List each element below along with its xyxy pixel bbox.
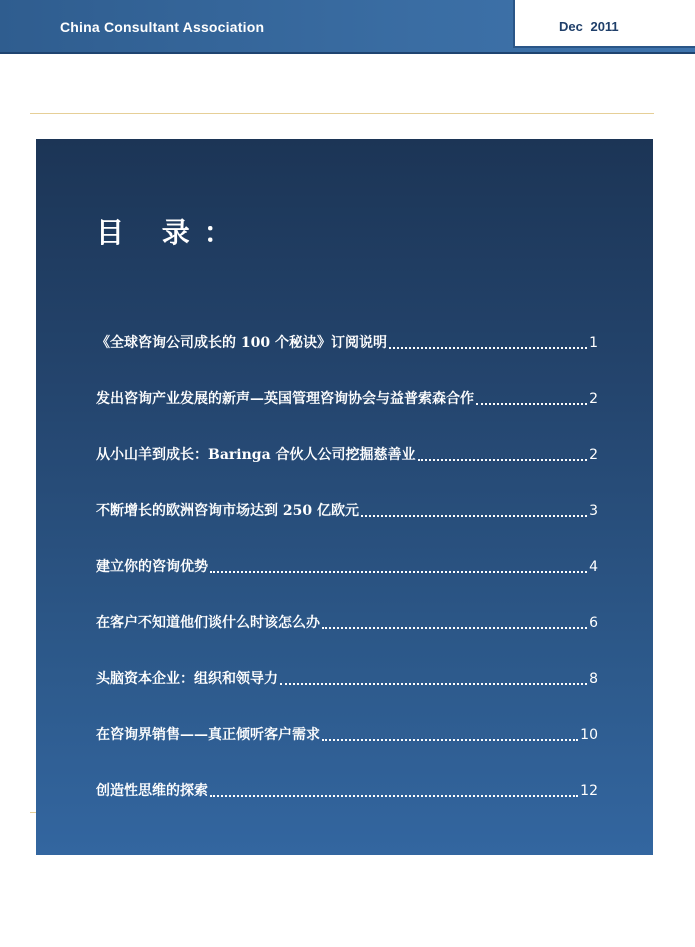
toc-leader-dots [322,627,587,629]
toc-item-title: 头脑资本企业：组织和领导力 [96,671,278,687]
toc-item-title: 发出咨询产业发展的新声—英国管理咨询协会与益普索森合作 [96,391,474,407]
toc-item[interactable] [96,388,598,412]
toc-leader-dots [361,515,587,517]
toc-leader-dots [476,403,587,405]
toc-item-title: 《全球咨询公司成长的 100 个秘诀》订阅说明 [96,335,387,351]
header-divider [30,113,654,114]
toc-item-page: 10 [580,727,598,743]
toc-leader-dots [418,459,588,461]
date-box [513,0,695,48]
toc-item[interactable] [96,332,598,356]
issue-date: Dec 2011 [559,19,619,34]
toc-leader-dots [280,683,587,685]
toc-item[interactable] [96,444,598,468]
toc-item-page: 12 [580,783,598,799]
toc-item[interactable] [96,780,598,804]
toc-item-page: 6 [589,615,598,631]
toc-item-page: 3 [589,503,598,519]
toc-item-title: 创造性思维的探索 [96,783,208,799]
toc-item[interactable] [96,500,598,524]
toc-item-page: 8 [589,671,598,687]
toc-item-title: 在客户不知道他们谈什么时该怎么办 [96,615,320,631]
toc-item[interactable] [96,724,598,748]
toc-item-title: 建立你的咨询优势 [96,559,208,575]
toc-item-page: 4 [589,559,598,575]
table-of-contents-panel [36,139,653,855]
toc-leader-dots [210,795,578,797]
toc-item-page: 1 [589,335,598,351]
toc-leader-dots [210,571,587,573]
toc-item[interactable] [96,556,598,580]
toc-leader-dots [389,347,587,349]
toc-item[interactable] [96,668,598,692]
organization-name: China Consultant Association [60,19,265,35]
toc-item-title: 从小山羊到成长：Baringa 合伙人公司挖掘慈善业 [96,447,416,463]
toc-item-title: 在咨询界销售——真正倾听客户需求 [96,727,320,743]
toc-title: 目 录： [96,216,246,249]
toc-item-title: 不断增长的欧洲咨询市场达到 250 亿欧元 [96,503,359,519]
toc-item[interactable] [96,612,598,636]
toc-item-page: 2 [589,447,598,463]
toc-item-page: 2 [589,391,598,407]
toc-leader-dots [322,739,578,741]
